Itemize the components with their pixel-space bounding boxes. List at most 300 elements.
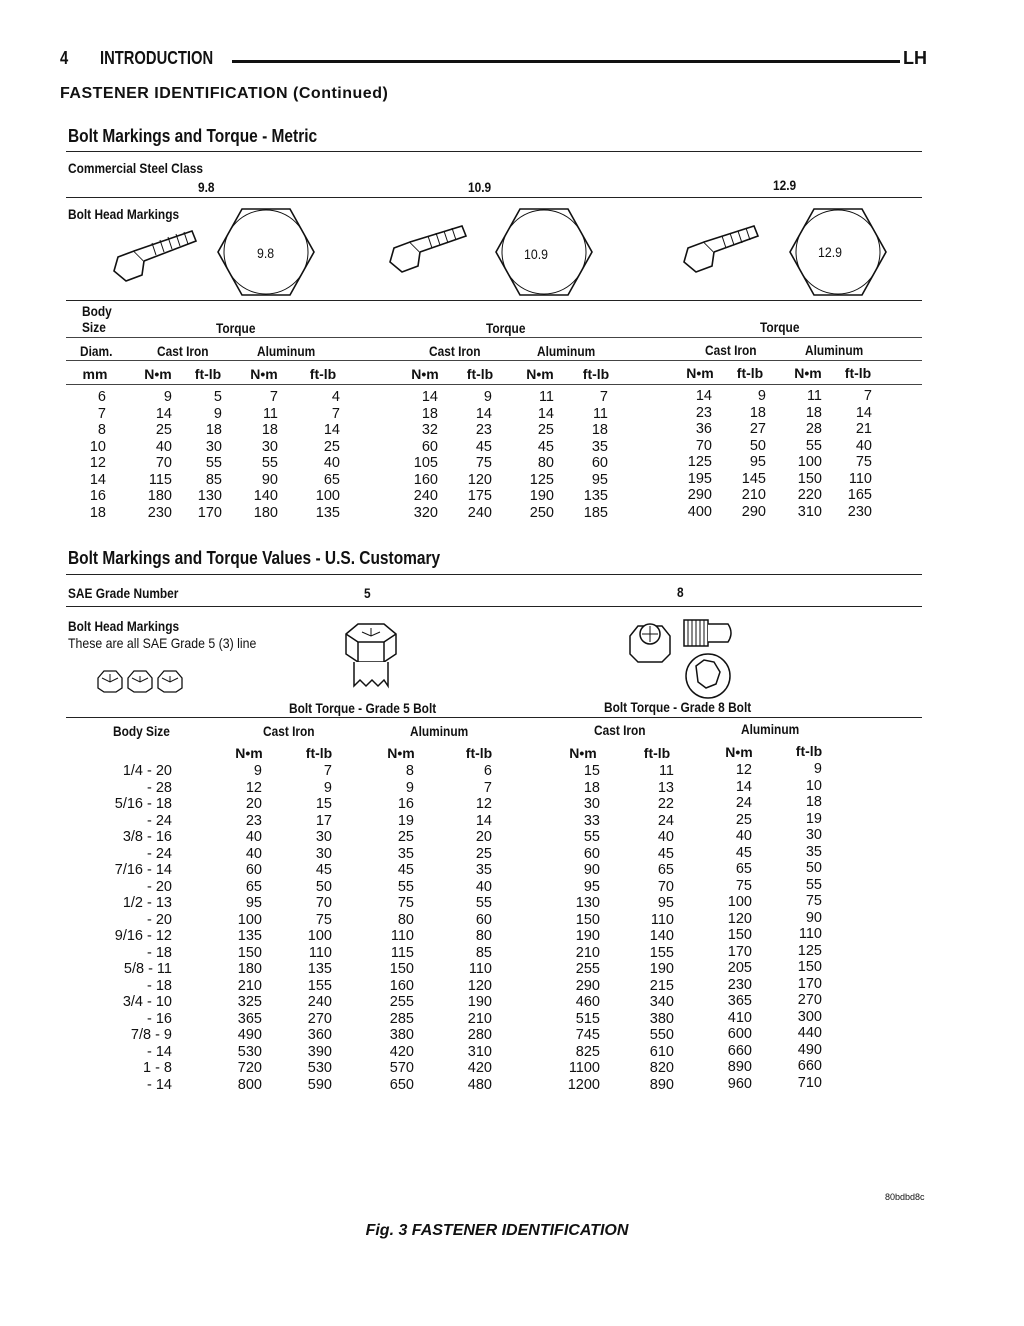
table-cell: 890 bbox=[727, 1059, 752, 1075]
aluminum-12-9: Aluminum bbox=[805, 342, 864, 358]
table-cell: 60 bbox=[591, 455, 608, 471]
table-cell: 32 bbox=[421, 422, 438, 438]
grade-rule bbox=[66, 606, 922, 607]
table-cell: 3/8 - 16 bbox=[122, 829, 172, 845]
metric-head-label: Bolt Head Markings bbox=[68, 206, 180, 222]
torque-label-9-8: Torque bbox=[216, 320, 256, 336]
table-cell: 100 bbox=[307, 928, 332, 944]
table-cell: 155 bbox=[649, 944, 674, 961]
table-cell: 110 bbox=[798, 926, 822, 942]
table-cell: - 14 bbox=[147, 1076, 172, 1093]
table-cell: 80 bbox=[397, 911, 414, 928]
table-cell: 22 bbox=[657, 796, 674, 812]
table-cell: 14 bbox=[421, 389, 438, 405]
table-cell: 85 bbox=[475, 944, 492, 961]
table-cell: 11 bbox=[806, 388, 822, 404]
table-cell: 12 bbox=[245, 779, 262, 796]
table-cell: 40 bbox=[245, 829, 262, 845]
table-cell: 14 bbox=[475, 405, 492, 422]
grade5-line-note: These are all SAE Grade 5 (3) line bbox=[68, 635, 257, 651]
torque-rule bbox=[66, 337, 922, 338]
metric-98-ci-nm-column bbox=[130, 389, 172, 521]
head-mark-12-9: 12.9 bbox=[818, 244, 842, 260]
table-cell: 25 bbox=[735, 811, 752, 828]
table-cell: 12 bbox=[89, 455, 106, 471]
table-cell: 14 bbox=[89, 471, 106, 488]
table-cell: 25 bbox=[155, 422, 172, 438]
table-cell: 140 bbox=[253, 488, 278, 504]
metric-109-ci-nm-column bbox=[396, 389, 438, 521]
table-cell: 490 bbox=[797, 1041, 822, 1058]
table-cell: 380 bbox=[649, 1010, 674, 1027]
unit-nm: N•m bbox=[144, 366, 172, 382]
table-cell: 320 bbox=[413, 504, 438, 521]
table-cell: 20 bbox=[245, 796, 262, 812]
table-cell: 28 bbox=[805, 421, 822, 437]
table-cell: 120 bbox=[467, 471, 492, 488]
table-cell: 255 bbox=[575, 961, 600, 977]
table-cell: 340 bbox=[649, 994, 674, 1010]
table-cell: 75 bbox=[397, 895, 414, 911]
table-cell: 25 bbox=[475, 845, 492, 862]
table-cell: 7 bbox=[483, 779, 492, 796]
table-cell: 8 bbox=[405, 763, 414, 779]
table-cell: 65 bbox=[735, 861, 752, 877]
table-cell: 290 bbox=[687, 487, 712, 503]
table-cell: 6 bbox=[97, 389, 106, 405]
table-cell: 9 bbox=[405, 779, 414, 796]
metric-98-ci-ft-column bbox=[180, 389, 222, 521]
table-cell: 95 bbox=[591, 471, 608, 488]
table-cell: 110 bbox=[468, 961, 492, 977]
unit-rule bbox=[66, 384, 922, 385]
table-cell: 60 bbox=[475, 911, 492, 928]
table-cell: 380 bbox=[389, 1027, 414, 1043]
table-cell: 65 bbox=[323, 471, 340, 488]
table-cell: - 28 bbox=[147, 779, 172, 796]
table-cell: 55 bbox=[583, 829, 600, 845]
table-cell: 14 bbox=[475, 812, 492, 829]
table-cell: 14 bbox=[323, 422, 340, 438]
table-cell: 160 bbox=[413, 471, 438, 488]
table-cell: 515 bbox=[575, 1010, 600, 1027]
table-cell: 110 bbox=[848, 470, 872, 487]
page-number: 4 bbox=[60, 48, 69, 68]
table-cell: 70 bbox=[657, 878, 674, 895]
table-cell: 135 bbox=[315, 504, 340, 521]
table-cell: 17 bbox=[315, 812, 332, 829]
table-cell: 25 bbox=[537, 422, 554, 438]
body-label: Body bbox=[82, 303, 112, 319]
table-cell: 11 bbox=[592, 405, 608, 422]
unit-nm: N•m bbox=[250, 366, 278, 382]
unit-ftlb: ft-lb bbox=[466, 366, 494, 382]
table-cell: 55 bbox=[205, 455, 222, 471]
table-cell: 50 bbox=[749, 437, 766, 454]
metric-129-ci-nm-column bbox=[670, 388, 712, 520]
table-cell: 11 bbox=[538, 389, 554, 405]
table-cell: 120 bbox=[727, 910, 752, 927]
table-cell: 15 bbox=[315, 796, 332, 812]
table-cell: 105 bbox=[413, 455, 438, 471]
table-cell: 14 bbox=[735, 778, 752, 795]
table-cell: 820 bbox=[649, 1060, 674, 1076]
aluminum-10-9: Aluminum bbox=[537, 343, 596, 359]
class-rule bbox=[66, 197, 922, 198]
bolt-side-icon bbox=[104, 225, 204, 290]
table-cell: 150 bbox=[797, 470, 822, 487]
table-cell: 75 bbox=[735, 877, 752, 894]
table-cell: 255 bbox=[389, 994, 414, 1010]
table-cell: 60 bbox=[245, 862, 262, 878]
table-cell: 145 bbox=[741, 470, 766, 487]
table-cell: 115 bbox=[148, 471, 172, 488]
table-cell: 5/8 - 11 bbox=[123, 961, 172, 977]
table-cell: 18 bbox=[261, 422, 278, 438]
table-cell: 70 bbox=[315, 895, 332, 911]
table-cell: 95 bbox=[749, 454, 766, 470]
table-cell: 11 bbox=[658, 763, 674, 779]
table-cell: 240 bbox=[467, 504, 492, 521]
table-cell: 660 bbox=[727, 1042, 752, 1059]
table-cell: 13 bbox=[657, 779, 674, 796]
figure-id: 80bdbd8c bbox=[885, 1192, 925, 1202]
unit-ftlb: ft-lb bbox=[795, 743, 823, 759]
table-cell: 480 bbox=[467, 1076, 492, 1093]
table-cell: 710 bbox=[797, 1074, 822, 1091]
grade-8: 8 bbox=[677, 584, 684, 600]
table-cell: 35 bbox=[475, 862, 492, 878]
bolt-side-icon bbox=[384, 218, 484, 283]
us-title-rule bbox=[66, 574, 922, 575]
table-cell: - 24 bbox=[147, 812, 172, 829]
table-cell: 195 bbox=[687, 470, 712, 487]
table-cell: 190 bbox=[575, 928, 600, 944]
table-cell: 18 bbox=[205, 422, 222, 438]
torque-label-12-9: Torque bbox=[760, 319, 800, 335]
table-cell: 600 bbox=[727, 1026, 752, 1042]
table-cell: 14 bbox=[695, 388, 712, 404]
table-cell: 55 bbox=[397, 878, 414, 895]
table-cell: 1/2 - 13 bbox=[122, 895, 172, 911]
table-cell: 960 bbox=[727, 1075, 752, 1092]
metric-title: Bolt Markings and Torque - Metric bbox=[68, 126, 318, 146]
metric-title-rule bbox=[66, 151, 922, 152]
table-cell: 135 bbox=[583, 488, 608, 504]
us-g5-ci-ft-column bbox=[290, 763, 332, 1093]
table-cell: 125 bbox=[797, 942, 822, 959]
table-cell: 110 bbox=[308, 944, 332, 961]
steel-class-label: Commercial Steel Class bbox=[68, 160, 203, 176]
unit-nm: N•m bbox=[411, 366, 439, 382]
table-cell: 390 bbox=[307, 1043, 332, 1060]
table-cell: 23 bbox=[245, 812, 262, 829]
table-cell: 95 bbox=[657, 895, 674, 911]
table-cell: 285 bbox=[389, 1010, 414, 1027]
table-cell: 25 bbox=[397, 829, 414, 845]
unit-ftlb: ft-lb bbox=[844, 365, 872, 381]
cast-iron-12-9: Cast Iron bbox=[705, 342, 757, 358]
bolt-side-icon bbox=[680, 218, 780, 283]
table-cell: 150 bbox=[727, 927, 752, 943]
us-head-label: Bolt Head Markings bbox=[68, 618, 180, 634]
unit-nm: N•m bbox=[235, 745, 263, 761]
table-cell: 55 bbox=[805, 437, 822, 454]
table-cell: 165 bbox=[847, 487, 872, 503]
table-cell: 215 bbox=[649, 977, 674, 994]
table-cell: 21 bbox=[855, 421, 872, 437]
table-cell: 85 bbox=[205, 471, 222, 488]
table-cell: 23 bbox=[695, 404, 712, 421]
table-cell: 300 bbox=[797, 1008, 822, 1025]
table-cell: 270 bbox=[307, 1010, 332, 1027]
g8-cast-iron: Cast Iron bbox=[594, 722, 646, 738]
table-cell: 95 bbox=[245, 895, 262, 911]
table-cell: 19 bbox=[805, 810, 822, 827]
sae-grade-label: SAE Grade Number bbox=[68, 585, 179, 601]
table-cell: 185 bbox=[583, 504, 608, 521]
table-cell: 190 bbox=[649, 961, 674, 977]
table-cell: 825 bbox=[575, 1043, 600, 1060]
table-cell: 18 bbox=[749, 404, 766, 421]
unit-nm: N•m bbox=[794, 365, 822, 381]
table-cell: 310 bbox=[797, 503, 822, 520]
table-cell: 150 bbox=[575, 911, 600, 928]
grade5-bolt-icon bbox=[340, 620, 402, 692]
class-9-8: 9.8 bbox=[198, 179, 215, 195]
material-rule bbox=[66, 360, 922, 361]
cast-iron-9-8: Cast Iron bbox=[157, 343, 209, 359]
g8-aluminum: Aluminum bbox=[741, 721, 800, 737]
table-cell: 12 bbox=[735, 762, 752, 778]
table-cell: 650 bbox=[389, 1076, 414, 1093]
table-cell: 18 bbox=[89, 504, 106, 521]
table-cell: 30 bbox=[315, 829, 332, 845]
table-cell: 65 bbox=[245, 878, 262, 895]
table-cell: 7 bbox=[269, 389, 278, 405]
table-cell: 9 bbox=[483, 389, 492, 405]
table-cell: 150 bbox=[237, 944, 262, 961]
table-cell: 800 bbox=[237, 1076, 262, 1093]
table-cell: 50 bbox=[315, 878, 332, 895]
table-cell: 55 bbox=[475, 895, 492, 911]
table-cell: 290 bbox=[575, 977, 600, 994]
table-cell: - 20 bbox=[147, 911, 172, 928]
table-cell: 230 bbox=[727, 976, 752, 993]
table-cell: 35 bbox=[805, 843, 822, 860]
table-cell: 720 bbox=[237, 1060, 262, 1076]
table-cell: 14 bbox=[155, 405, 172, 422]
table-cell: 210 bbox=[575, 944, 600, 961]
table-cell: 325 bbox=[237, 994, 262, 1010]
table-cell: 12 bbox=[475, 796, 492, 812]
g5-aluminum: Aluminum bbox=[410, 723, 469, 739]
table-cell: 40 bbox=[155, 438, 172, 455]
table-cell: 890 bbox=[649, 1076, 674, 1093]
unit-ftlb: ft-lb bbox=[582, 366, 610, 382]
unit-nm: N•m bbox=[387, 745, 415, 761]
aluminum-9-8: Aluminum bbox=[257, 343, 316, 359]
table-cell: 440 bbox=[797, 1025, 822, 1041]
table-cell: 460 bbox=[575, 994, 600, 1010]
table-cell: 60 bbox=[421, 438, 438, 455]
table-cell: 9 bbox=[813, 761, 822, 777]
table-cell: 125 bbox=[529, 471, 554, 488]
table-cell: - 14 bbox=[147, 1043, 172, 1060]
table-cell: 30 bbox=[261, 438, 278, 455]
metric-98-al-nm-column bbox=[236, 389, 278, 521]
table-cell: 8 bbox=[97, 422, 106, 438]
table-cell: 130 bbox=[197, 488, 222, 504]
table-cell: 175 bbox=[467, 488, 492, 504]
table-cell: 205 bbox=[727, 960, 752, 976]
table-cell: 10 bbox=[89, 438, 106, 455]
us-size-column bbox=[90, 763, 172, 1093]
table-cell: 110 bbox=[650, 911, 674, 928]
table-cell: 660 bbox=[797, 1058, 822, 1074]
table-cell: 360 bbox=[307, 1027, 332, 1043]
table-cell: 100 bbox=[727, 894, 752, 910]
table-cell: 35 bbox=[397, 845, 414, 862]
table-cell: 9 bbox=[253, 763, 262, 779]
unit-ftlb: ft-lb bbox=[736, 365, 764, 381]
table-cell: - 24 bbox=[147, 845, 172, 862]
table-cell: 15 bbox=[583, 763, 600, 779]
unit-nm: N•m bbox=[526, 366, 554, 382]
body-size-label: Body Size bbox=[113, 723, 170, 739]
table-cell: 745 bbox=[575, 1027, 600, 1043]
table-cell: 135 bbox=[237, 928, 262, 944]
table-cell: 18 bbox=[591, 422, 608, 438]
us-title: Bolt Markings and Torque Values - U.S. Customary bbox=[68, 548, 441, 568]
table-cell: 290 bbox=[741, 503, 766, 520]
table-cell: 70 bbox=[695, 437, 712, 454]
g5-cast-iron: Cast Iron bbox=[263, 723, 315, 739]
table-cell: 365 bbox=[727, 993, 752, 1009]
metric-98-al-ft-column bbox=[298, 389, 340, 521]
table-cell: 180 bbox=[253, 504, 278, 521]
table-cell: 80 bbox=[537, 455, 554, 471]
table-cell: 550 bbox=[649, 1027, 674, 1043]
table-cell: 9 bbox=[213, 405, 222, 422]
grade5-heads-icon bbox=[94, 668, 186, 694]
table-cell: 75 bbox=[475, 455, 492, 471]
table-cell: 18 bbox=[805, 404, 822, 421]
table-cell: 180 bbox=[147, 488, 172, 504]
table-cell: 170 bbox=[797, 975, 822, 992]
unit-ftlb: ft-lb bbox=[309, 366, 337, 382]
metric-129-al-nm-column bbox=[780, 388, 822, 520]
table-cell: 11 bbox=[262, 405, 278, 422]
table-cell: 170 bbox=[727, 943, 752, 960]
table-cell: 7 bbox=[863, 388, 872, 404]
table-cell: 135 bbox=[307, 961, 332, 977]
mm-unit: mm bbox=[82, 366, 108, 382]
metric-109-al-nm-column bbox=[512, 389, 554, 521]
table-cell: 220 bbox=[797, 487, 822, 503]
table-cell: 180 bbox=[237, 961, 262, 977]
table-cell: - 16 bbox=[147, 1010, 172, 1027]
unit-ftlb: ft-lb bbox=[194, 366, 222, 382]
table-cell: 30 bbox=[583, 796, 600, 812]
table-cell: 1100 bbox=[568, 1060, 600, 1076]
torque-title-rule bbox=[66, 717, 922, 718]
table-cell: 100 bbox=[315, 488, 340, 504]
table-cell: 45 bbox=[397, 862, 414, 878]
table-cell: 55 bbox=[805, 876, 822, 893]
markings-rule bbox=[66, 300, 922, 301]
torque-label-10-9: Torque bbox=[486, 320, 526, 336]
table-cell: 210 bbox=[237, 977, 262, 994]
us-g5-al-ft-column bbox=[450, 763, 492, 1093]
table-cell: 7/16 - 14 bbox=[114, 862, 172, 878]
figure-caption: Fig. 3 FASTENER IDENTIFICATION bbox=[365, 1222, 629, 1239]
table-cell: 65 bbox=[657, 862, 674, 878]
table-cell: 75 bbox=[315, 911, 332, 928]
table-cell: 1/4 - 20 bbox=[122, 763, 172, 779]
table-cell: 270 bbox=[797, 992, 822, 1008]
table-cell: 40 bbox=[855, 437, 872, 454]
us-g5-ci-nm-column bbox=[220, 763, 262, 1093]
table-cell: 30 bbox=[805, 827, 822, 843]
table-cell: 125 bbox=[687, 454, 712, 470]
table-cell: 1200 bbox=[567, 1076, 600, 1093]
metric-diam-column bbox=[60, 389, 106, 521]
diam-label: Diam. bbox=[80, 343, 113, 359]
table-cell: 45 bbox=[657, 845, 674, 862]
table-cell: - 18 bbox=[147, 977, 172, 994]
table-cell: 155 bbox=[307, 977, 332, 994]
table-cell: 90 bbox=[583, 862, 600, 878]
table-cell: 190 bbox=[467, 994, 492, 1010]
table-cell: 4 bbox=[331, 389, 340, 405]
table-cell: 240 bbox=[307, 994, 332, 1010]
table-cell: 160 bbox=[389, 977, 414, 994]
table-cell: 530 bbox=[307, 1060, 332, 1076]
table-cell: 420 bbox=[389, 1043, 414, 1060]
table-cell: 230 bbox=[147, 504, 172, 521]
class-10-9: 10.9 bbox=[468, 179, 492, 195]
table-cell: 35 bbox=[591, 438, 608, 455]
size-label: Size bbox=[82, 319, 106, 335]
table-cell: 7/8 - 9 bbox=[130, 1027, 172, 1043]
us-g8-al-nm-column bbox=[710, 762, 752, 1092]
table-cell: 30 bbox=[205, 438, 222, 455]
table-cell: 280 bbox=[467, 1027, 492, 1043]
cast-iron-10-9: Cast Iron bbox=[429, 343, 481, 359]
table-cell: 75 bbox=[805, 893, 822, 909]
table-cell: 75 bbox=[855, 454, 872, 470]
table-cell: 420 bbox=[467, 1060, 492, 1076]
unit-ftlb: ft-lb bbox=[465, 745, 493, 761]
vehicle-code: LH bbox=[903, 48, 927, 68]
us-g5-al-nm-column bbox=[372, 763, 414, 1093]
table-cell: 100 bbox=[237, 911, 262, 928]
table-cell: 27 bbox=[749, 421, 766, 437]
table-cell: 5 bbox=[213, 389, 222, 405]
table-cell: 7 bbox=[331, 405, 340, 422]
table-cell: 40 bbox=[657, 829, 674, 845]
table-cell: 80 bbox=[475, 928, 492, 944]
metric-129-al-ft-column bbox=[830, 388, 872, 520]
class-12-9: 12.9 bbox=[773, 177, 797, 193]
table-cell: 410 bbox=[727, 1009, 752, 1026]
table-cell: 19 bbox=[397, 812, 414, 829]
table-cell: 110 bbox=[390, 928, 414, 944]
table-cell: 50 bbox=[805, 860, 822, 876]
us-g8-ci-nm-column bbox=[556, 763, 600, 1093]
table-cell: 310 bbox=[467, 1043, 492, 1060]
